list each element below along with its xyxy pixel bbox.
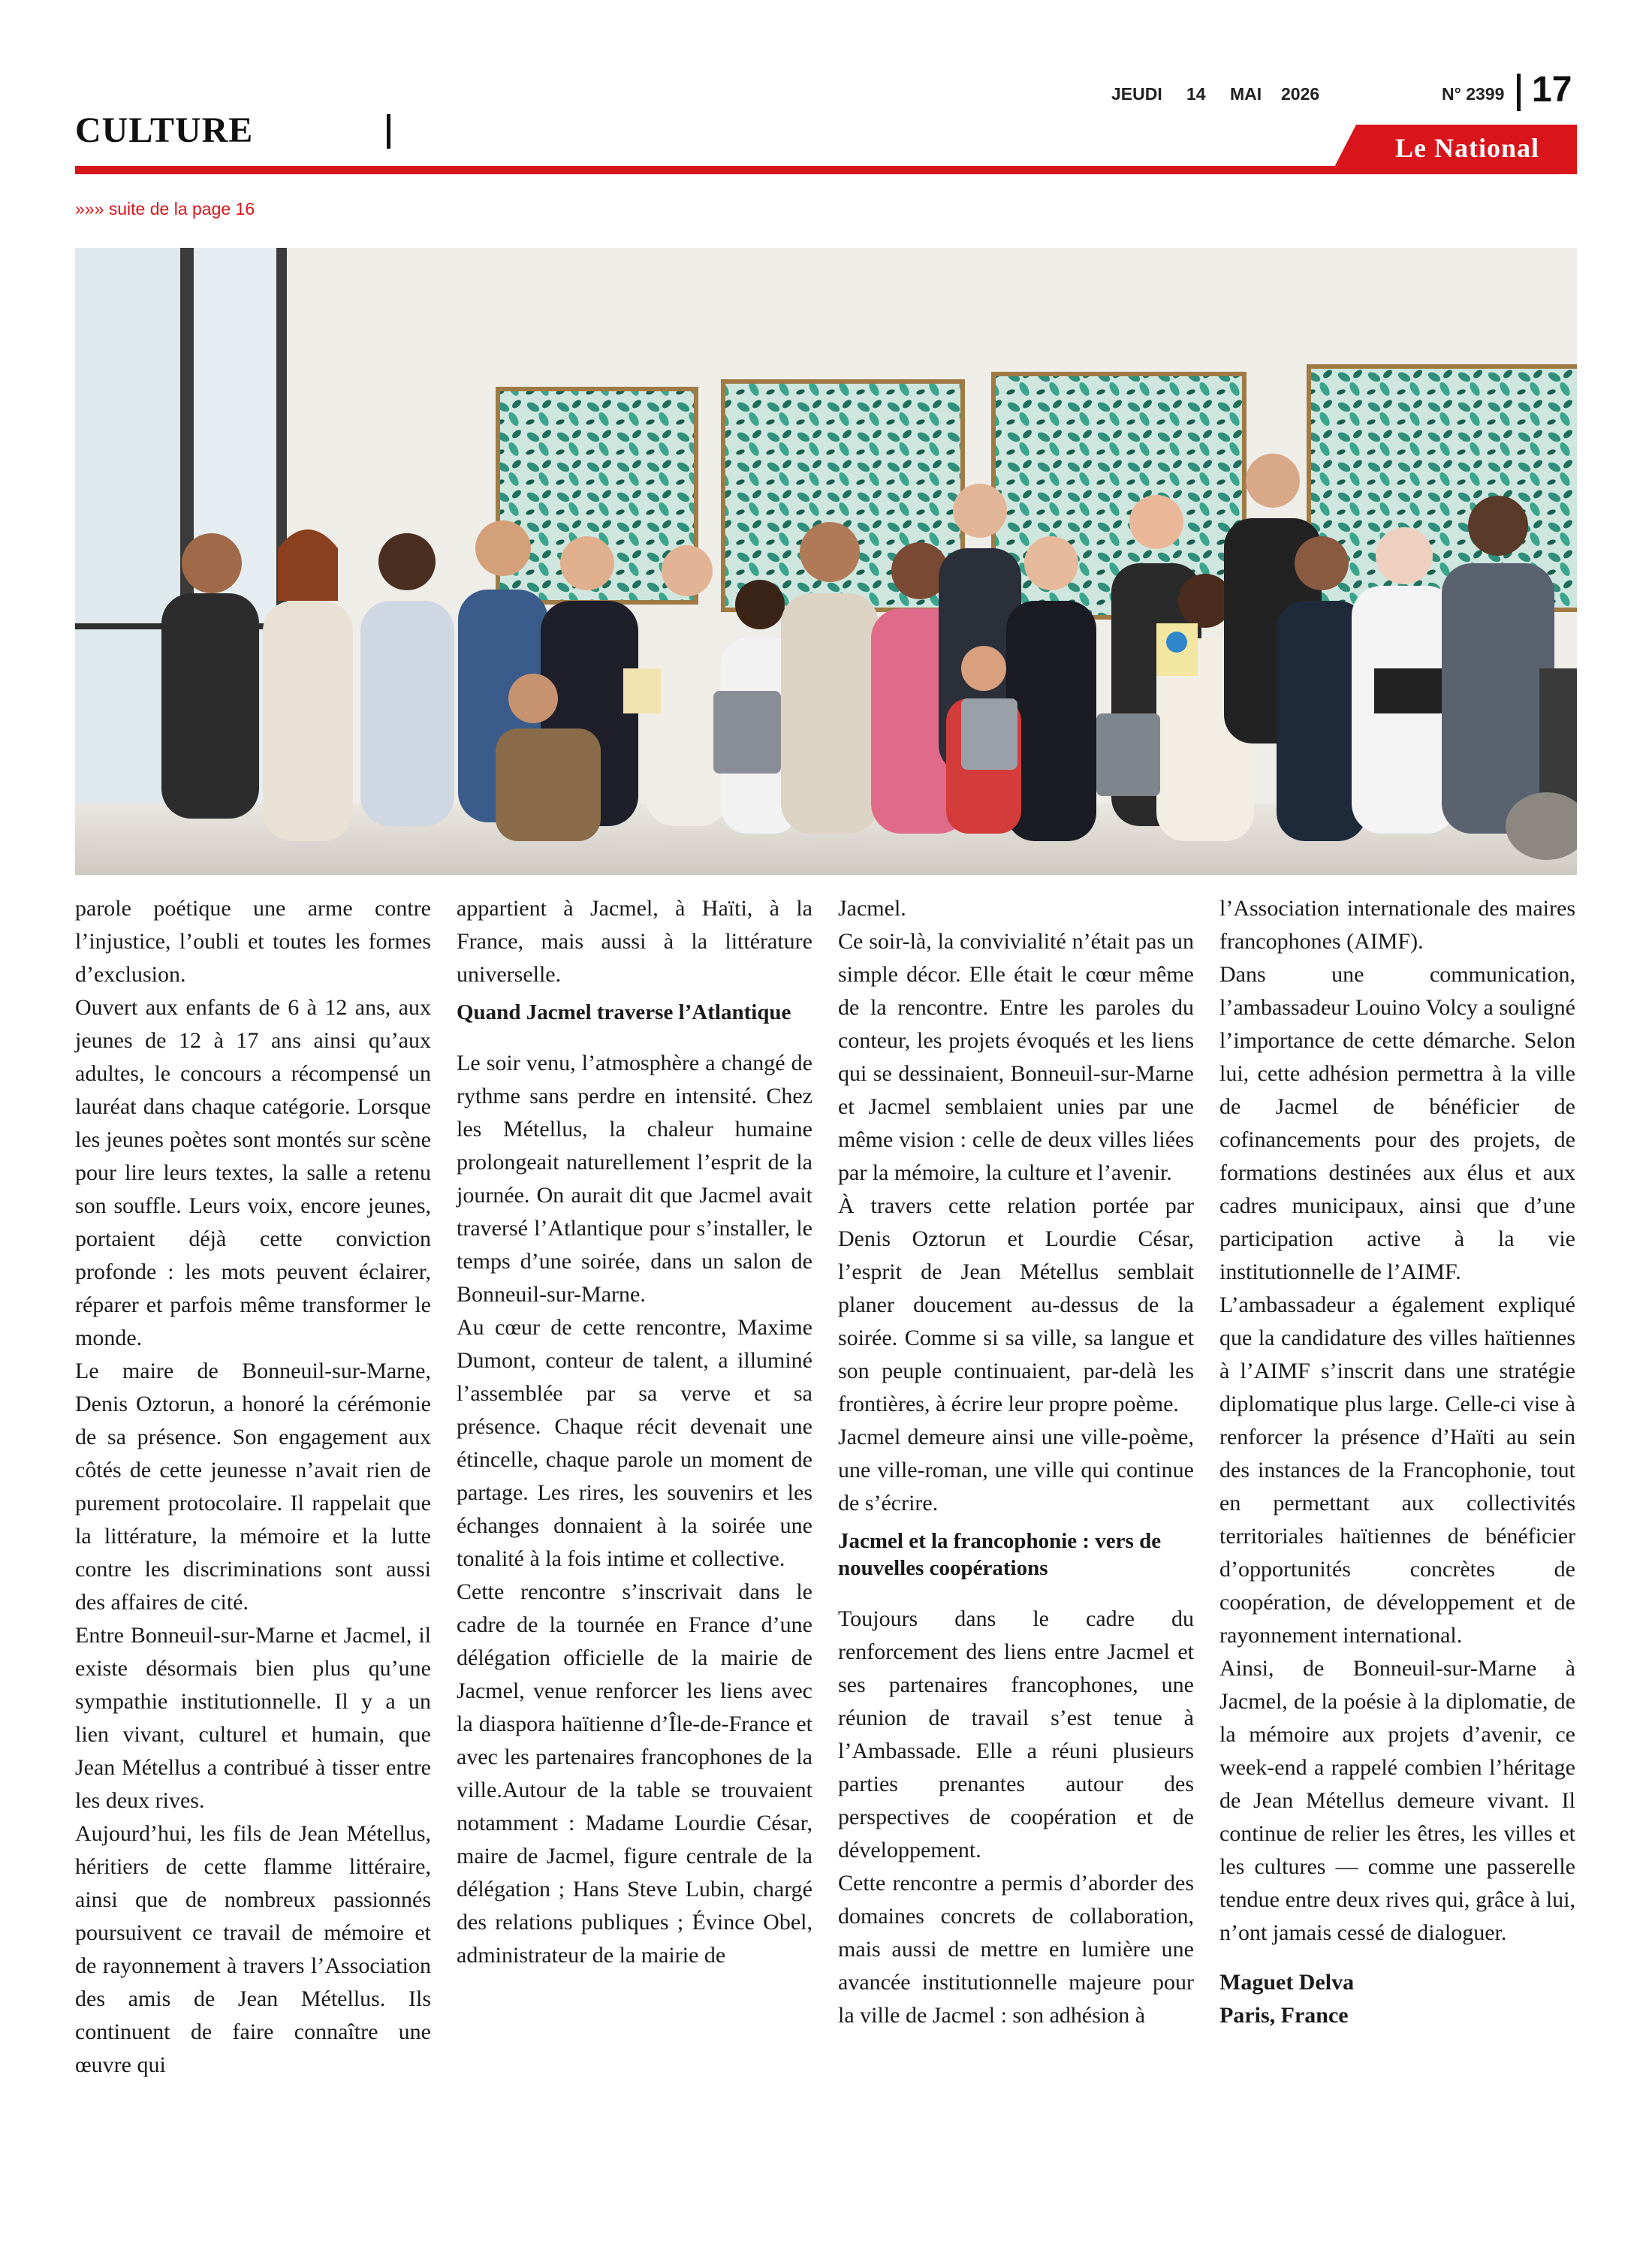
date-year: 2026 [1281, 84, 1320, 104]
date-month: MAI [1230, 84, 1262, 104]
author-name: Maguet Delva [1219, 1970, 1355, 1995]
section-title: CULTURE [75, 110, 254, 150]
paragraph: Dans une communication, l’ambassadeur Louino Volcy a souligné l’importance de cette démarche. Selon lui, cette adhésion permettra à la ville de Jacmel de bénéficier de cofinancements pour des projets, de formations destinées aux élus et aux cadres municipaux, ainsi que d’une participation active à la vie institutionnelle de l’AIMF. [1219, 962, 1575, 1284]
subheading: Quand Jacmel traverse l’Atlantique [457, 1000, 791, 1024]
newspaper-name: Le National [1394, 133, 1539, 163]
column-2 [457, 892, 812, 1972]
paragraph: l’Association internationale des maires francophones (AIMF). [1219, 896, 1575, 954]
column-4 [1219, 892, 1575, 2032]
date-day: JEUDI [1111, 84, 1162, 104]
paragraph: Au cœur de cette rencontre, Maxime Dumont, conteur de talent, a illuminé l’assemblée par sa verve et sa présence. Chaque récit devenait une étincelle, chaque parole un moment de partage. Les rires, les souvenirs et les échanges donnaient à la soirée une tonalité à la fois intime et collective. [457, 1315, 812, 1571]
subheading: Jacmel et la francophonie : vers de nouvelles coopérations [838, 1529, 1162, 1580]
column-1 [75, 892, 431, 2082]
paragraph: parole poétique une arme contre l’injustice, l’oubli et toutes les formes d’exclusion. [75, 896, 431, 987]
continued-from-label: »»» suite de la page 16 [75, 199, 255, 219]
page-number-divider [1517, 74, 1521, 111]
issue-number: N° 2399 [1442, 84, 1505, 104]
paragraph: Entre Bonneuil-sur-Marne et Jacmel, il existe désormais bien plus qu’une sympathie institutionnelle. Il y a un lien vivant, culturel et humain, que Jean Métellus a contribué à tisser entre les deux rives. [75, 1623, 431, 1813]
paragraph: Jacmel. [838, 896, 906, 921]
paragraph: Cette rencontre s’inscrivait dans le cadre de la tournée en France d’une délégation officielle de la mairie de Jacmel, venue renforcer les liens avec la diaspora haïtienne d’Île-de-France et avec les partenaires francophones de la ville.Autour de la table se trouvaient notamment : Madame Lourdie César, maire de Jacmel, figure centrale de la délégation ; Hans Steve Lubin, chargé des relations publiques ; Évince Obel, administrateur de la mairie de [457, 1579, 812, 1968]
paragraph: À travers cette relation portée par Denis Oztorun et Lourdie César, l’esprit de Jean Métellus semblait planer doucement au-dessus de la soirée. Comme si sa ville, sa langue et son peuple continuaient, par-delà les frontières, à écrire leur propre poème. [838, 1193, 1194, 1416]
author-location: Paris, France [1219, 2003, 1349, 2028]
paragraph: L’ambassadeur a également expliqué que la candidature des villes haïtiennes à l’AIMF s’inscrit dans une stratégie diplomatique plus large. Celle-ci vise à renforcer la présence d’Haïti au sein des instances de la Francophonie, tout en permettant aux collectivités territoriales haïtiennes de bénéficier d’opportunités concrètes de coopération, de développement et de rayonnement international. [1219, 1292, 1575, 1648]
section-divider [387, 114, 390, 149]
paragraph: Aujourd’hui, les fils de Jean Métellus, héritiers de cette flamme littéraire, ainsi que de nombreux passionnés poursuivent ce travail de mémoire et de rayonnement à travers l’Association des amis de Jean Métellus. Ils continuent de faire connaître une œuvre qui [75, 1821, 431, 2077]
paragraph: appartient à Jacmel, à Haïti, à la France, mais aussi à la littérature universelle. [457, 896, 812, 987]
paragraph: Jacmel demeure ainsi une ville-poème, une ville-roman, une ville qui continue de s’écrire. [838, 1425, 1194, 1516]
paragraph: Toujours dans le cadre du renforcement des liens entre Jacmel et ses partenaires francophones, une réunion de travail s’est tenue à l’Ambassade. Elle a réuni plusieurs parties prenantes autour des perspectives de coopération et de développement. [838, 1606, 1194, 1862]
paragraph: Ainsi, de Bonneuil-sur-Marne à Jacmel, de la poésie à la diplomatie, de la mémoire aux projets d’avenir, ce week-end a rappelé combien l’héritage de Jean Métellus demeure vivant. Il continue de relier les êtres, les villes et les cultures — comme une passerelle tendue entre deux rives qui, grâce à lui, n’ont jamais cessé de dialoguer. [1219, 1656, 1575, 1945]
paragraph: Ce soir-là, la convivialité n’était pas un simple décor. Elle était le cœur même de la rencontre. Entre les paroles du conteur, les projets évoqués et les liens qui se dessinaient, Bonneuil-sur-Marne et Jacmel semblaient unies par une même vision : celle de deux villes liées par la mémoire, la culture et l’avenir. [838, 929, 1194, 1185]
group-photo [75, 248, 1577, 875]
paragraph: Ouvert aux enfants de 6 à 12 ans, aux jeunes de 12 à 17 ans ainsi qu’aux adultes, le concours a récompensé un lauréat dans chaque catégorie. Lorsque les jeunes poètes sont montés sur scène pour lire leurs textes, la salle a retenu son souffle. Leurs voix, encore jeunes, portaient déjà cette conviction profonde : les mots peuvent éclairer, réparer et parfois même transformer le monde. [75, 995, 431, 1350]
paragraph: Cette rencontre a permis d’aborder des domaines concrets de collaboration, mais aussi de mettre en lumière une avancée institutionnelle majeure pour la ville de Jacmel : son adhésion à [838, 1871, 1194, 2028]
column-3 [838, 892, 1194, 2032]
paragraph: Le soir venu, l’atmosphère a changé de rythme sans perdre en intensité. Chez les Métellus, la chaleur humaine prolongeait naturellement l’esprit de la journée. On aurait dit que Jacmel avait traversé l’Atlantique pour s’installer, le temps d’une soirée, dans un salon de Bonneuil-sur-Marne. [457, 1051, 812, 1307]
paragraph: Le maire de Bonneuil-sur-Marne, Denis Oztorun, a honoré la cérémonie de sa présence. Son engagement aux côtés de cette jeunesse n’avait rien de purement protocolaire. Il rappelait que la littérature, la mémoire et la lutte contre les discriminations sont aussi des affaires de cité. [75, 1359, 431, 1615]
page-number: 17 [1532, 70, 1572, 110]
date-number: 14 [1186, 84, 1206, 104]
